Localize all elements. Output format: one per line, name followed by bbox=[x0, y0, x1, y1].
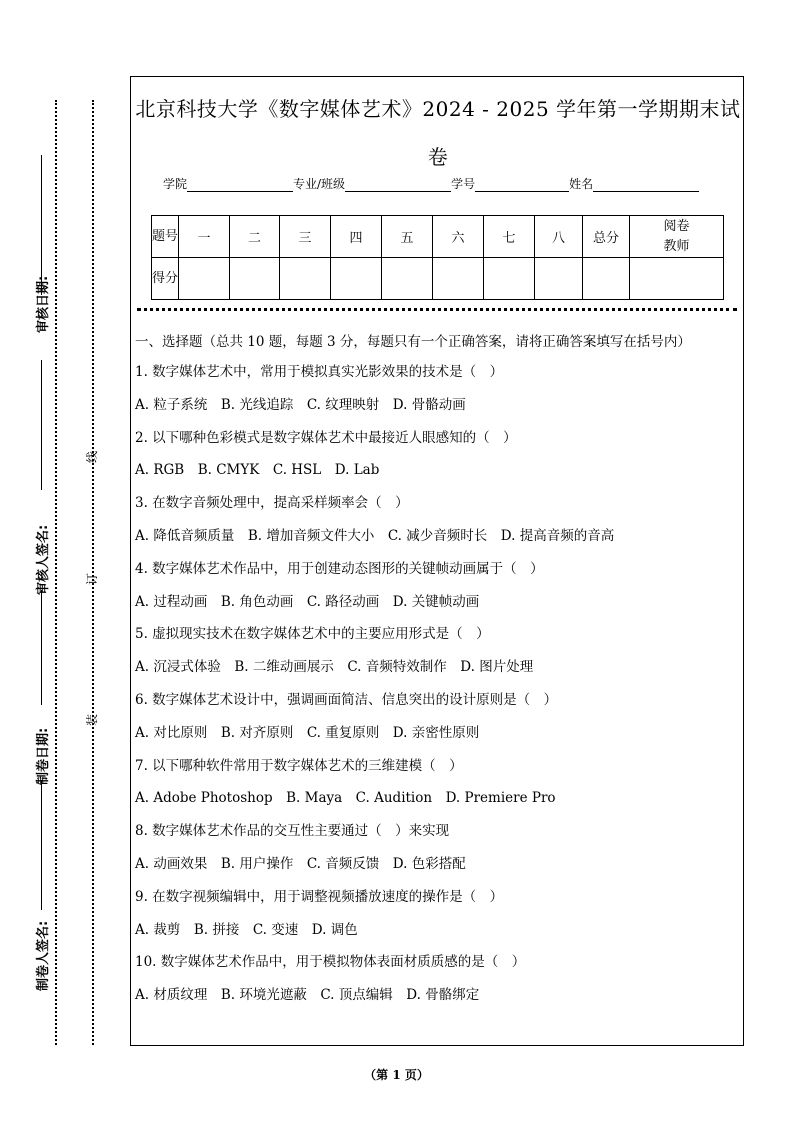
preparer-signature-field: 制卷人签名: bbox=[35, 920, 51, 991]
question-6: 6. 数字媒体艺术设计中，强调画面简洁、信息突出的设计原则是（ ） bbox=[135, 691, 558, 708]
binding-mark-line: 线 bbox=[85, 451, 99, 464]
margin-dotted-line-outer bbox=[55, 100, 57, 1045]
page-number: （第 1 页） bbox=[364, 1068, 429, 1082]
signature-line[interactable] bbox=[41, 780, 42, 910]
name-label: 姓名 bbox=[569, 177, 594, 191]
score-cell[interactable] bbox=[382, 258, 433, 300]
college-label: 学院 bbox=[163, 177, 188, 191]
dotted-separator bbox=[137, 308, 737, 311]
question-3: 3. 在数字音频处理中，提高采样频率会（ ） bbox=[135, 495, 409, 512]
score-cell[interactable] bbox=[535, 258, 583, 300]
score-cell-grader[interactable] bbox=[630, 258, 724, 300]
major-class-field[interactable] bbox=[345, 179, 451, 192]
score-header-total: 总分 bbox=[583, 216, 630, 258]
question-7-options: A. Adobe Photoshop B. Maya C. Audition D. Premiere Pro bbox=[135, 790, 556, 807]
question-1-options: A. 粒子系统 B. 光线追踪 C. 纹理映射 D. 骨骼动画 bbox=[135, 396, 466, 413]
binding-mark-staple: 订 bbox=[85, 573, 99, 586]
question-9: 9. 在数字视频编辑中，用于调整视频播放速度的操作是（ ） bbox=[135, 888, 504, 905]
score-header-qno: 题号 bbox=[152, 216, 179, 258]
score-header-3: 三 bbox=[280, 216, 331, 258]
prepare-date-field: 制卷日期: bbox=[35, 727, 51, 785]
score-header-4: 四 bbox=[331, 216, 382, 258]
score-table bbox=[151, 215, 724, 300]
question-2-options: A. RGB B. CMYK C. HSL D. Lab bbox=[135, 462, 380, 479]
score-cell[interactable] bbox=[433, 258, 484, 300]
question-3-options: A. 降低音频质量 B. 增加音频文件大小 C. 减少音频时长 D. 提高音频的音高 bbox=[135, 527, 615, 544]
score-row-label: 得分 bbox=[152, 258, 179, 300]
question-6-options: A. 对比原则 B. 对齐原则 C. 重复原则 D. 亲密性原则 bbox=[135, 724, 480, 741]
score-header-7: 七 bbox=[484, 216, 535, 258]
score-cell-total[interactable] bbox=[583, 258, 630, 300]
binding-mark-bind: 装 bbox=[85, 714, 99, 727]
question-10: 10. 数字媒体艺术作品中，用于模拟物体表面材质质感的是（ ） bbox=[135, 954, 526, 971]
question-10-options: A. 材质纹理 B. 环境光遮蔽 C. 顶点编辑 D. 骨骼绑定 bbox=[135, 987, 480, 1004]
question-8: 8. 数字媒体艺术作品的交互性主要通过（ ）来实现 bbox=[135, 823, 450, 840]
score-cell[interactable] bbox=[179, 258, 230, 300]
signature-line[interactable] bbox=[41, 360, 42, 490]
question-9-options: A. 裁剪 B. 拼接 C. 变速 D. 调色 bbox=[135, 921, 358, 938]
score-header-1: 一 bbox=[179, 216, 230, 258]
score-header-grader: 阅卷教师 bbox=[630, 216, 724, 258]
review-date-field: 审核日期: bbox=[35, 275, 51, 333]
college-field[interactable] bbox=[187, 179, 293, 192]
major-class-label: 专业/班级 bbox=[293, 177, 346, 191]
question-5-options: A. 沉浸式体验 B. 二维动画展示 C. 音频特效制作 D. 图片处理 bbox=[135, 659, 534, 676]
score-header-2: 二 bbox=[230, 216, 280, 258]
section-title: 一、选择题（总共 10 题，每题 3 分，每题只有一个正确答案，请将正确答案填写在括号内） bbox=[135, 334, 691, 350]
student-info-row bbox=[163, 175, 699, 192]
score-header-5: 五 bbox=[382, 216, 433, 258]
score-header-8: 八 bbox=[535, 216, 583, 258]
signature-line[interactable] bbox=[41, 590, 42, 705]
question-1: 1. 数字媒体艺术中，常用于模拟真实光影效果的技术是（ ） bbox=[135, 364, 504, 380]
question-4-options: A. 过程动画 B. 角色动画 C. 路径动画 D. 关键帧动画 bbox=[135, 593, 480, 610]
question-4: 4. 数字媒体艺术作品中，用于创建动态图形的关键帧动画属于（ ） bbox=[135, 560, 544, 577]
student-id-field[interactable] bbox=[475, 179, 569, 192]
name-field[interactable] bbox=[593, 179, 699, 192]
score-table-header-row bbox=[152, 216, 724, 258]
exam-frame bbox=[130, 76, 744, 1046]
question-7: 7. 以下哪种软件常用于数字媒体艺术的三维建模（ ） bbox=[135, 757, 463, 774]
score-header-6: 六 bbox=[433, 216, 484, 258]
score-cell[interactable] bbox=[484, 258, 535, 300]
question-5: 5. 虚拟现实技术在数字媒体艺术中的主要应用形式是（ ） bbox=[135, 626, 490, 643]
student-id-label: 学号 bbox=[451, 177, 476, 191]
score-table-score-row bbox=[152, 258, 724, 300]
question-section bbox=[135, 331, 739, 1017]
exam-title: 北京科技大学《数字媒体艺术》2024 - 2025 学年第一学期期末试 卷 bbox=[135, 97, 741, 169]
score-cell[interactable] bbox=[280, 258, 331, 300]
score-cell[interactable] bbox=[331, 258, 382, 300]
reviewer-signature-field: 审核人签名: bbox=[35, 524, 51, 595]
signature-line[interactable] bbox=[41, 155, 42, 295]
score-cell[interactable] bbox=[230, 258, 280, 300]
question-8-options: A. 动画效果 B. 用户操作 C. 音频反馈 D. 色彩搭配 bbox=[135, 855, 466, 872]
question-2: 2. 以下哪种色彩模式是数字媒体艺术中最接近人眼感知的（ ） bbox=[135, 429, 517, 446]
